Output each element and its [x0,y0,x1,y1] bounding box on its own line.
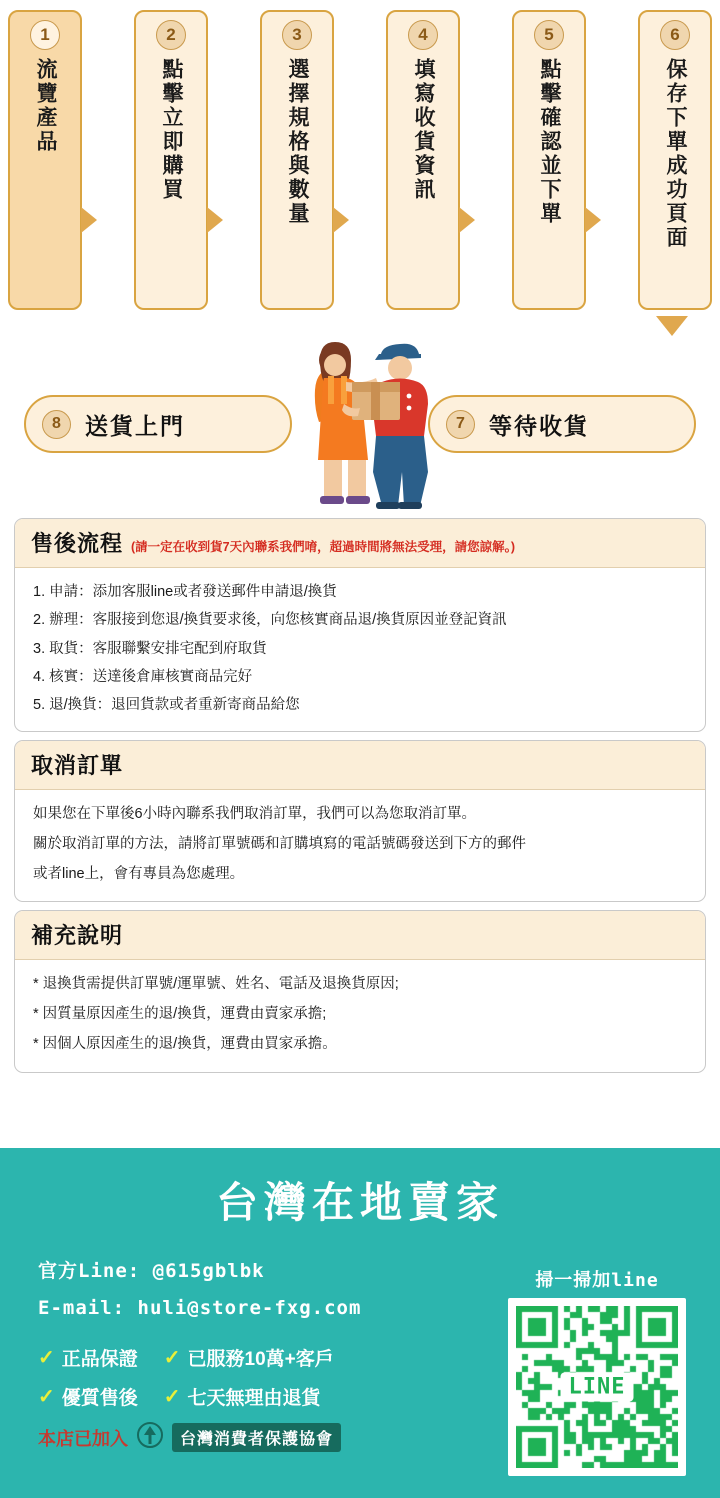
step-card-1 [8,10,82,310]
courier-and-customer-illustration [272,320,462,510]
after-sales-card [14,518,706,732]
step-card-3 [260,10,334,310]
arrow-right-icon-2 [207,207,223,233]
step-card-2 [134,10,208,310]
step-item-5 [512,10,600,310]
after-sales-item: 3. 取貨：客服聯繫安排宅配到府取貨 [33,640,267,657]
footer-badges [38,1344,458,1453]
after-sales-item: 5. 退/換貨：退回貨款或者重新寄商品給您 [33,697,300,714]
footer-association [38,1422,458,1453]
after-sales-item: 2. 辦理：客服接到您退/換貨要求後，向您核實商品退/換貨原因並登記資訊 [33,612,507,629]
cancel-order-paragraph: 如果您在下單後6小時內聯系我們取消訂單，我們可以為您取消訂單。 [33,806,477,823]
step-item-1 [8,10,96,310]
footer-badge-label: 七天無理由退貨 [187,1388,321,1409]
step-number-2: 2 [156,20,186,50]
cancel-order-body [15,790,705,901]
step-item-2 [134,10,222,310]
step-number-3: 3 [282,20,312,50]
step-item-3 [260,10,348,310]
check-icon: ✓ [163,1386,181,1408]
step-card-4 [386,10,460,310]
cancel-order-paragraph: 或者line上，會有專員為您處理。 [33,865,245,882]
step-pill-label-7: 等待收貨 [489,412,589,439]
step-number-5: 5 [534,20,564,50]
check-icon: ✓ [163,1347,181,1369]
step-number-7: 7 [446,410,475,439]
step-label-5: 點擊確認並下單 [538,58,562,226]
after-sales-item: 1. 申請：添加客服line或者發送郵件申請退/換貨 [33,584,337,600]
step-card-5 [512,10,586,310]
step-item-6 [638,10,712,310]
footer-badge [164,1383,321,1410]
step-label-2: 點擊立即購買 [160,58,184,202]
arrow-right-icon-4 [459,207,475,233]
qr-caption: 掃一掃加line [535,1270,659,1291]
step-number-8: 8 [42,410,71,439]
step-number-1: 1 [30,20,60,50]
step-pill-label-8: 送貨上門 [85,412,185,439]
footer-association-text: 本店已加入 [38,1428,128,1449]
supplement-card [14,910,706,1072]
cancel-order-title: 取消訂單 [31,753,124,779]
supplement-header [15,911,705,960]
arrow-right-icon-5 [585,207,601,233]
footer-badge [38,1344,138,1371]
after-sales-body [15,568,705,731]
step-label-6: 保存下單成功頁面 [664,58,688,250]
footer-line-id[interactable]: 官方Line: @615gblbk [38,1260,265,1282]
step-list [8,10,712,320]
step-card-6 [638,10,712,310]
step-label-3: 選擇規格與數量 [286,58,310,226]
supplement-item: * 因質量原因產生的退/換貨，運費由賣家承擔; [33,1006,327,1023]
supplement-body [15,960,705,1071]
line-qr-code[interactable] [508,1298,686,1476]
supplement-title: 補充說明 [31,923,124,949]
step-pill-7 [428,395,696,453]
check-icon: ✓ [38,1347,55,1369]
step-label-1: 流覽產品 [34,58,58,154]
footer-title: 台灣在地賣家 [215,1179,504,1226]
arrow-right-icon-1 [81,207,97,233]
footer-association-badge: 台灣消費者保護協會 [172,1423,341,1452]
after-sales-note: (請一定在收到貨7天內聯系我們唷，超過時間將無法受理，請您諒解。) [131,540,516,554]
supplement-item: * 退換貨需提供訂單號/運單號、姓名、電話及退換貨原因; [33,976,399,993]
footer-contact [38,1256,361,1333]
after-sales-item: 4. 核實：送達後倉庫核實商品完好 [33,668,253,685]
step-number-4: 4 [408,20,438,50]
cancel-order-header [15,741,705,790]
step-label-4: 填寫收貨資訊 [412,58,436,202]
after-sales-title: 售後流程 [31,531,124,556]
footer-email[interactable]: E-mail: huli@store-fxg.com [38,1297,362,1319]
step-number-6: 6 [660,20,690,50]
footer-badge-row [38,1344,458,1371]
association-logo-icon [137,1422,163,1453]
footer-badge-label: 正品保證 [61,1349,138,1370]
step-item-4 [386,10,474,310]
check-icon: ✓ [38,1386,55,1408]
qr-center-label: LINE [561,1373,634,1402]
footer-badge-label: 優質售後 [61,1388,138,1409]
cancel-order-card [14,740,706,902]
arrow-right-icon-3 [333,207,349,233]
order-flow-diagram [0,0,720,320]
footer-badge-label: 已服務10萬+客戶 [187,1349,334,1370]
supplement-item: * 因個人原因產生的退/換貨，運費由買家承擔。 [33,1035,337,1052]
footer-badge-row [38,1383,458,1410]
seller-footer [0,1148,720,1498]
footer-badge [164,1344,334,1371]
cancel-order-paragraph: 關於取消訂單的方法，請將訂單號碼和訂購填寫的電話號碼發送到下方的郵件 [33,836,526,853]
step-pill-8 [24,395,292,453]
footer-badge [38,1383,138,1410]
delivery-illustration-row [0,320,720,510]
footer-qr-block [508,1266,686,1476]
after-sales-header [15,519,705,568]
